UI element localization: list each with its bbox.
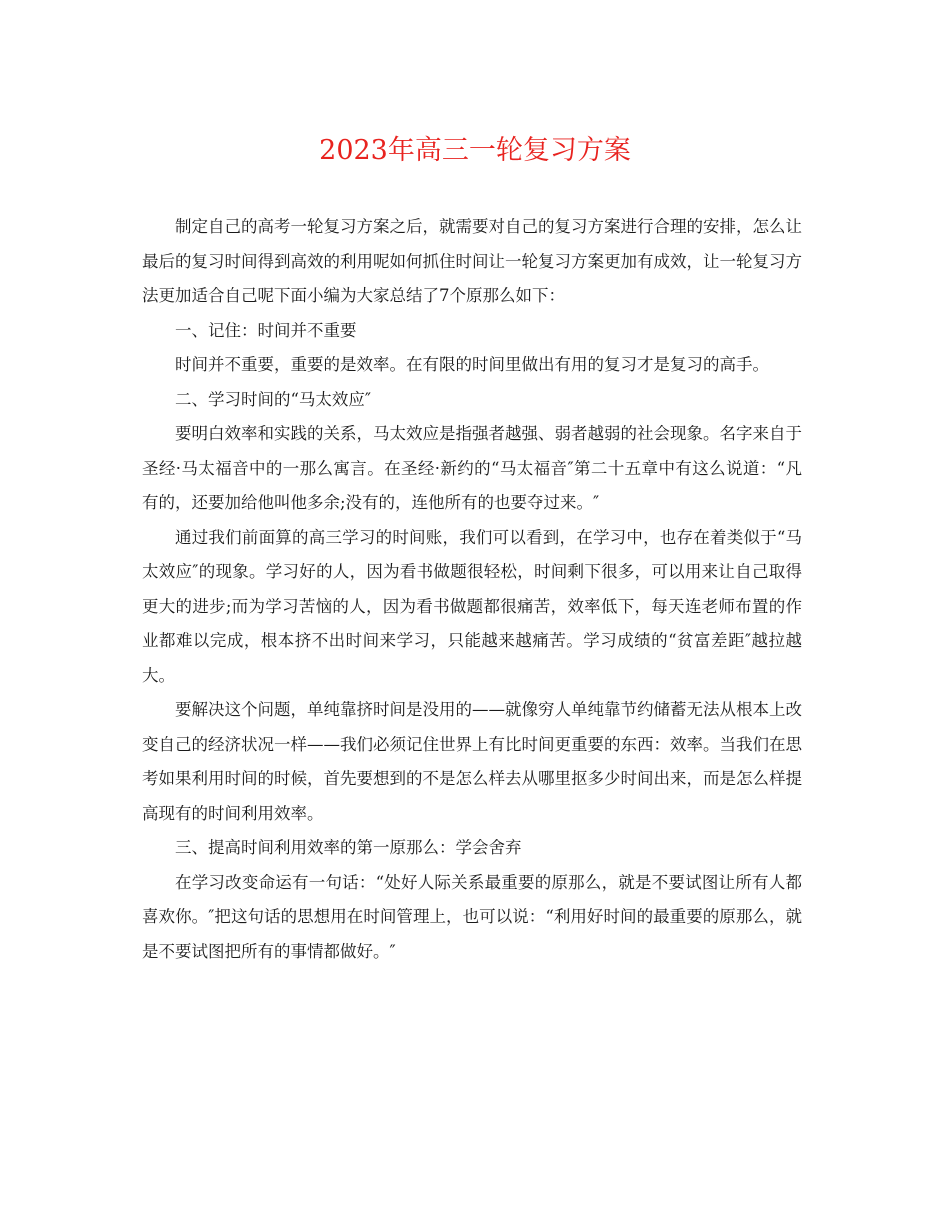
paragraph-2a: 要明白效率和实践的关系，马太效应是指强者越强、弱者越弱的社会现象。名字来自于圣经·马太福音中的一那么寓言。在圣经·新约的“马太福音″第二十五章中有这么说道：“凡有的，还要加给他叫他多余;没有的，连他所有的也要夺过来。″ (142, 424, 802, 512)
paragraph-3: 在学习改变命运有一句话：“处好人际关系最重要的原那么，就是不要试图让所有人都喜欢你。″把这句话的思想用在时间管理上，也可以说：“利用好时间的最重要的原那么，就是不要试图把所有的事情都做好。″ (142, 872, 802, 961)
section-heading-2: 二、学习时间的“马太效应″ (175, 389, 372, 409)
paragraph-2b: 通过我们前面算的高三学习的时间账，我们可以看到，在学习中，也存在着类似于“马太效应″的现象。学习好的人，因为看书做题很轻松，时间剩下很多，可以用来让自己取得更大的进步;而为学习苦恼的人，因为看书做题都很痛苦，效率低下，每天连老师布置的作业都难以完成，根本挤不出时间来学习，只能越来越痛苦。学习成绩的“贫富差距″越拉越大。 (142, 527, 802, 685)
paragraph-2c: 要解决这个问题，单纯靠挤时间是没用的——就像穷人单纯靠节约储蓄无法从根本上改变自己的经济状况一样——我们必须记住世界上有比时间更重要的东西：效率。当我们在思考如果利用时间的时候，首先要想到的不是怎么样去从哪里抠多少时间出来，而是怎么样提高现有的时间利用效率。 (142, 700, 802, 823)
section-heading-3: 三、提高时间利用效率的第一原那么：学会舍弃 (175, 838, 522, 857)
paragraph-intro: 制定自己的高考一轮复习方案之后，就需要对自己的复习方案进行合理的安排，怎么让最后的复习时间得到高效的利用呢如何抓住时间让一轮复习方案更加有成效，让一轮复习方法更加适合自己呢下面小编为大家总结了7个原那么如下： (142, 217, 802, 305)
paragraph-1: 时间并不重要，重要的是效率。在有限的时间里做出有用的复习才是复习的高手。 (175, 355, 769, 374)
section-heading-1: 一、记住：时间并不重要 (175, 320, 357, 340)
document-title: 2023年高三一轮复习方案 (319, 135, 631, 166)
document-body (142, 210, 802, 969)
